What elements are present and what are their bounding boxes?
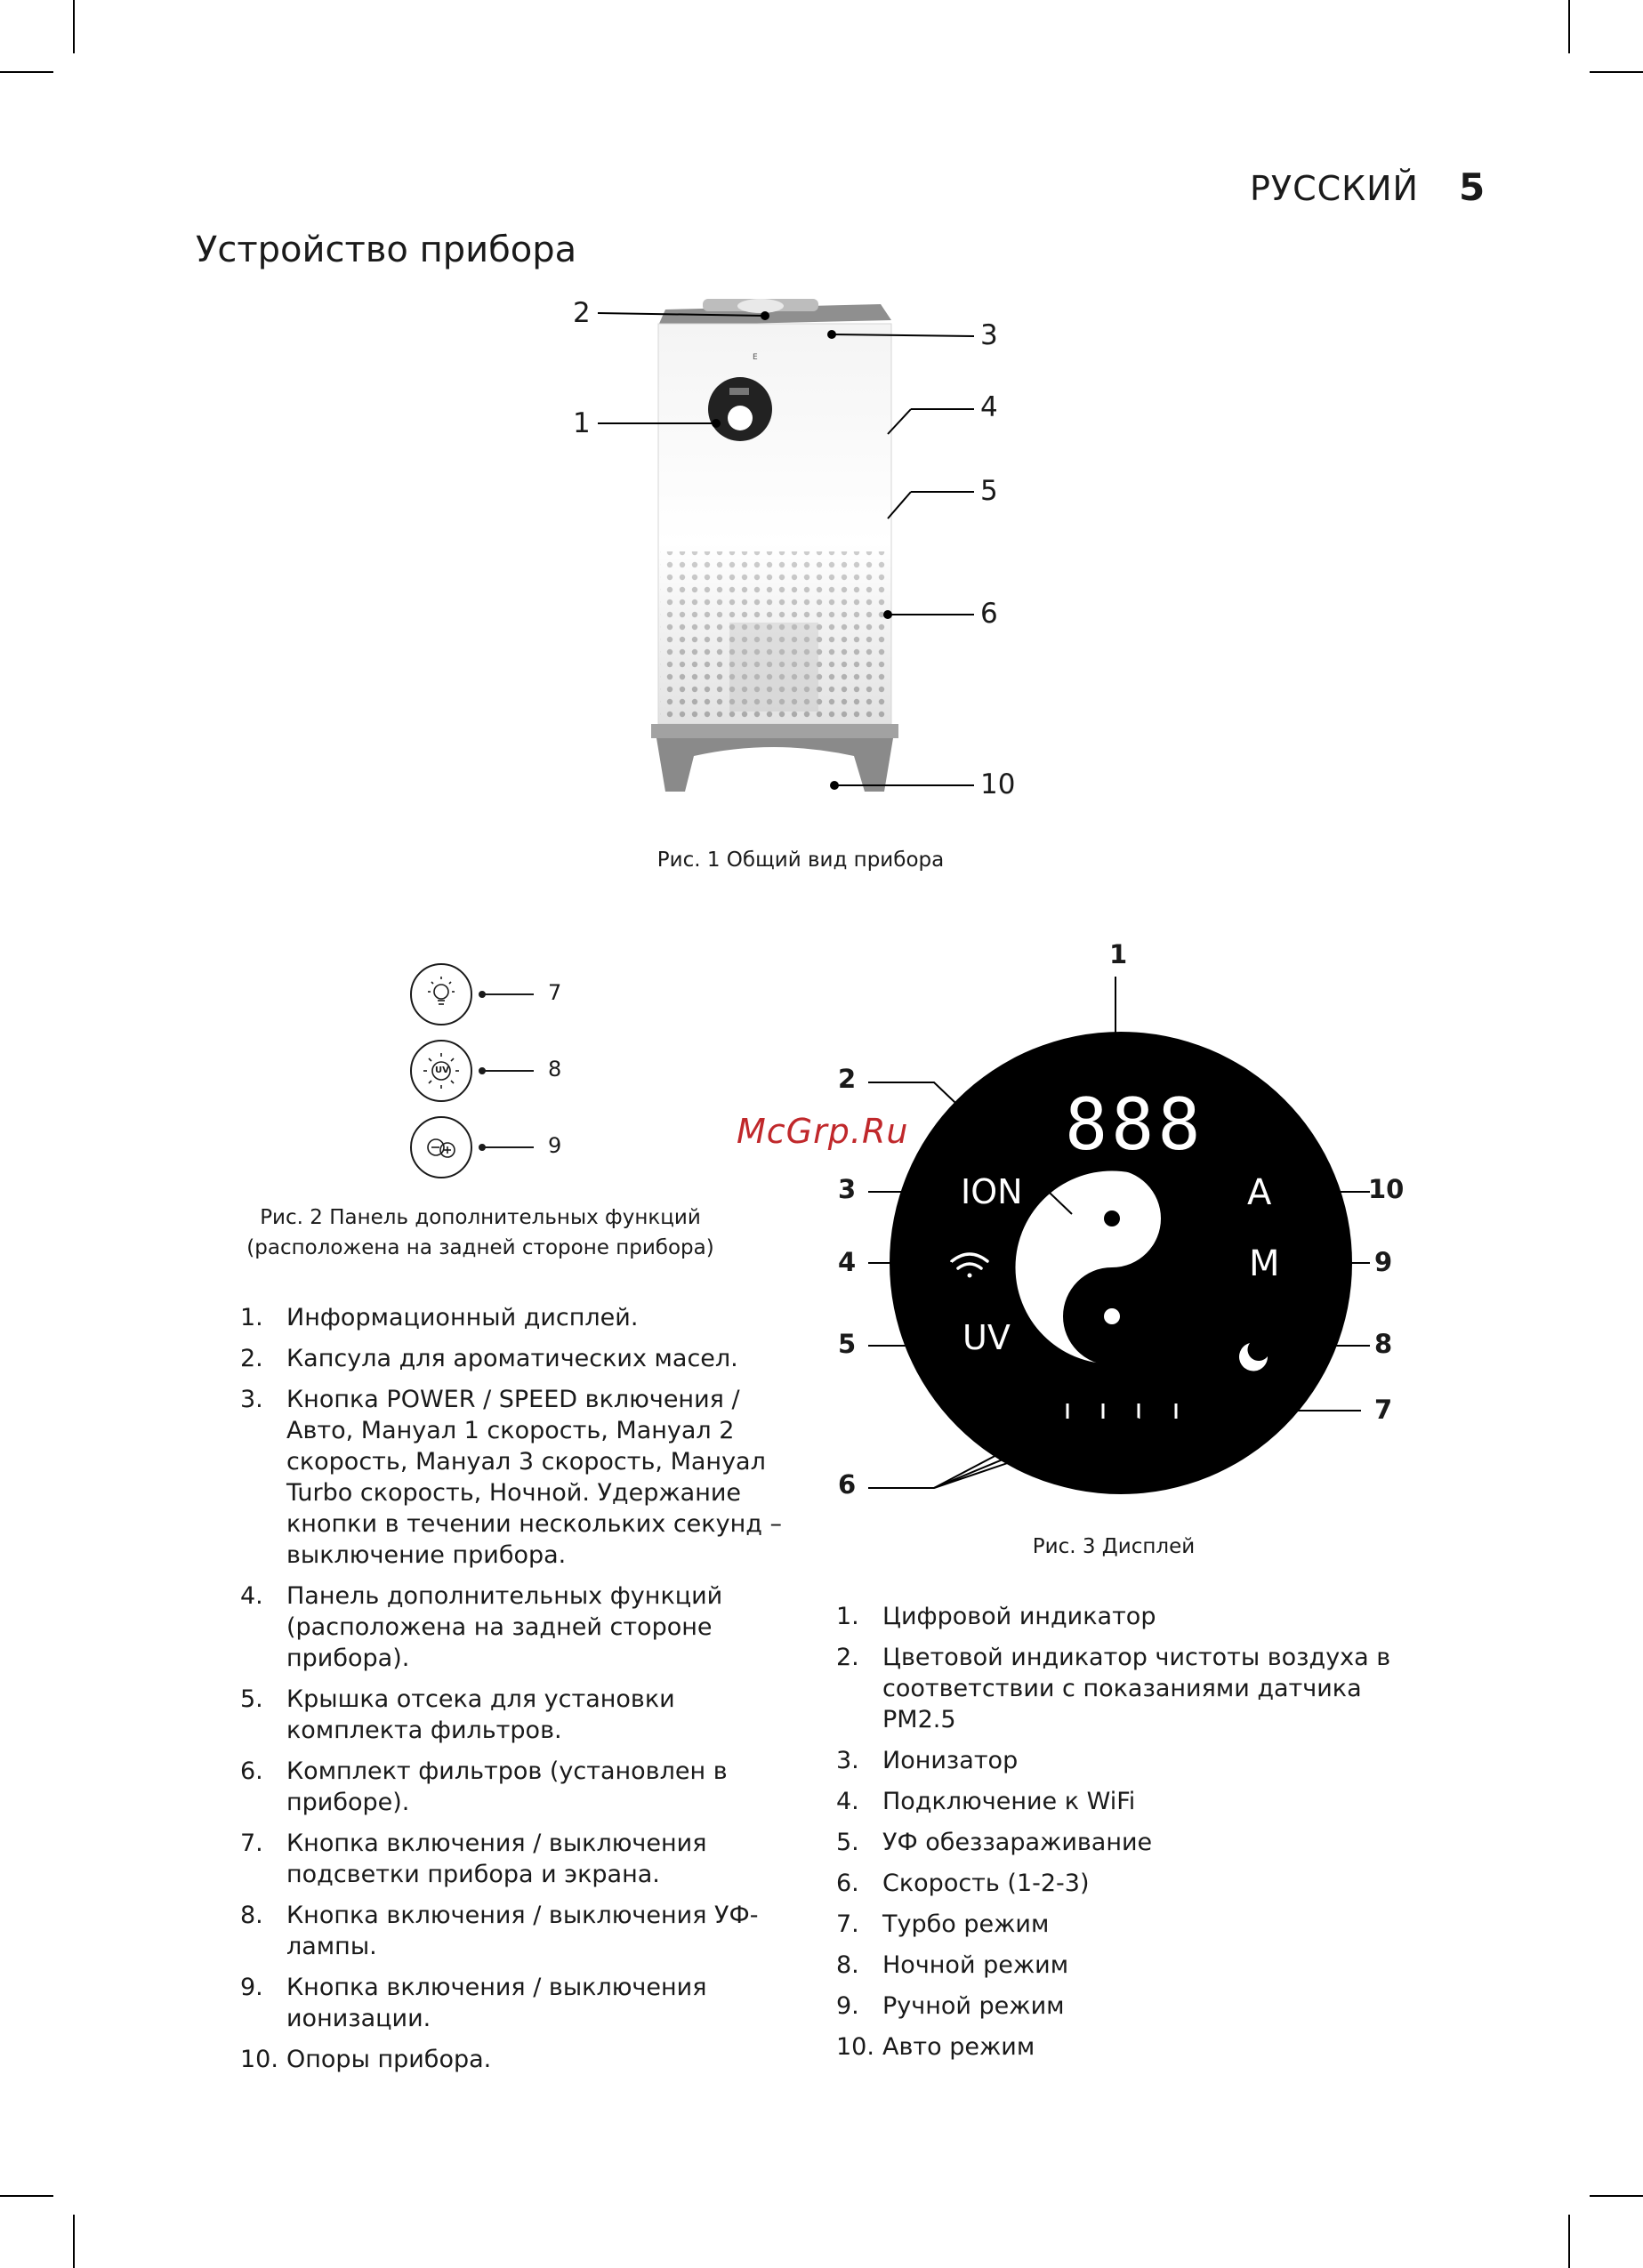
crop-mark	[1568, 2215, 1570, 2268]
fig2-callout-7: 7	[548, 980, 562, 1005]
crop-mark	[1590, 2195, 1643, 2197]
list-item	[240, 1684, 783, 1746]
list-item	[836, 1786, 1405, 1817]
fig1-caption: Рис. 1 Общий вид прибора	[656, 848, 945, 872]
section-title: Устройство прибора	[196, 229, 577, 270]
list-item	[836, 1642, 1405, 1735]
list-item	[836, 1745, 1405, 1776]
display-label-ion: ION	[961, 1172, 1023, 1211]
fig3-callout-10: 10	[1368, 1174, 1405, 1204]
fig1-callout-2: 2	[573, 297, 591, 329]
list-item-number: 6.	[836, 1870, 859, 1897]
list-item	[240, 1972, 783, 2034]
display-label-manual: M	[1249, 1243, 1280, 1284]
fig3-caption: Рис. 3 Дисплей	[1032, 1535, 1196, 1558]
list-item-number: 2.	[836, 1644, 859, 1671]
crop-mark	[0, 2195, 53, 2197]
list-item-text: Ручной режим	[882, 1992, 1065, 2020]
fig1-callout-1: 1	[573, 407, 591, 439]
list-item	[240, 1302, 783, 1333]
list-item	[240, 1756, 783, 1818]
list-item-text: Кнопка включения / выключения УФ-лампы.	[286, 1902, 759, 1960]
list-item-number: 9.	[240, 1974, 263, 2001]
fig3-callout-8: 8	[1374, 1329, 1393, 1359]
list-item-text: Комплект фильтров (установлен в приборе).	[286, 1757, 728, 1816]
list-item	[240, 2044, 783, 2075]
list-item-number: 5.	[836, 1829, 859, 1856]
list-item-number: 3.	[836, 1747, 859, 1774]
crop-mark	[73, 2215, 75, 2268]
list-item-number: 9.	[836, 1992, 859, 2020]
list-item-text: Кнопка включения / выключения подсветки прибора и экрана.	[286, 1830, 707, 1888]
list-item-number: 1.	[836, 1603, 859, 1630]
fig3-callout-6: 6	[838, 1469, 857, 1500]
list-item-number: 7.	[240, 1830, 263, 1857]
list-item	[836, 1601, 1405, 1632]
display-legend-list	[836, 1601, 1405, 2072]
list-item-number: 1.	[240, 1304, 263, 1331]
fig2-callout-9: 9	[548, 1133, 562, 1158]
list-item-text: Скорость (1-2-3)	[882, 1870, 1090, 1897]
list-item-number: 7.	[836, 1910, 859, 1938]
page-number: 5	[1459, 165, 1486, 209]
fig3-callout-7: 7	[1374, 1395, 1393, 1425]
list-item-number: 2.	[240, 1345, 263, 1372]
list-item-number: 10.	[240, 2046, 278, 2073]
fig1-callout-5: 5	[980, 475, 998, 507]
list-item-text: Авто режим	[882, 2033, 1035, 2061]
fig2-caption-line2: (расположена на задней стороне прибора)	[246, 1236, 714, 1259]
fig2-callout-8: 8	[548, 1057, 562, 1082]
list-item-text: Турбо режим	[882, 1910, 1050, 1938]
list-item	[836, 2031, 1405, 2063]
list-item	[240, 1384, 783, 1571]
list-item-text: Ночной режим	[882, 1951, 1069, 1979]
fig1-callout-6: 6	[980, 598, 998, 630]
fig3-callout-1: 1	[1109, 939, 1128, 969]
list-item-number: 6.	[240, 1757, 263, 1785]
uv-icon-text: UV	[435, 1066, 449, 1075]
fig3-callout-5: 5	[838, 1329, 857, 1359]
list-item-text: Опоры прибора.	[286, 2046, 492, 2073]
list-item	[836, 1827, 1405, 1858]
display-label-auto: A	[1247, 1172, 1272, 1213]
fig3-callout-4: 4	[838, 1247, 857, 1277]
list-item-number: 4.	[240, 1582, 263, 1610]
component-list	[240, 1302, 783, 2085]
list-item-text: Подключение к WiFi	[882, 1788, 1136, 1815]
fig1-callout-4: 4	[980, 391, 998, 423]
list-item-number: 8.	[240, 1902, 263, 1929]
list-item-text: Цифровой индикатор	[882, 1603, 1156, 1630]
list-item-text: Капсула для ароматических масел.	[286, 1345, 738, 1372]
fig2-caption-line1: Рис. 2 Панель дополнительных функций	[260, 1206, 701, 1229]
list-item-text: Кнопка включения / выключения ионизации.	[286, 1974, 707, 2032]
display-label-uv: UV	[962, 1318, 1011, 1357]
list-item-text: Цветовой индикатор чистоты воздуха в соответствии с показаниями датчика PM2.5	[882, 1644, 1391, 1733]
watermark: McGrp.Ru	[737, 1112, 909, 1151]
list-item	[836, 1991, 1405, 2022]
list-item	[836, 1868, 1405, 1899]
header-language: РУССКИЙ	[1250, 169, 1419, 208]
list-item	[240, 1828, 783, 1890]
list-item-text: Кнопка POWER / SPEED включения / Авто, Мануал 1 скорость, Мануал 2 скорость, Мануал 3 скорость, Мануал Turbo скорость, Ночной. Удержание кнопки в течении нескольких секунд – выключение прибора.	[286, 1386, 782, 1569]
list-item	[836, 1950, 1405, 1981]
list-item-number: 5.	[240, 1685, 263, 1713]
list-item-number: 3.	[240, 1386, 263, 1413]
display-digits: 888	[1065, 1083, 1204, 1166]
list-item-number: 4.	[836, 1788, 859, 1815]
list-item	[240, 1343, 783, 1374]
list-item	[240, 1580, 783, 1674]
fig3-callout-2: 2	[838, 1064, 857, 1094]
svg-text:E: E	[753, 353, 758, 362]
fig3-callout-3: 3	[838, 1174, 857, 1204]
fig1-callout-10: 10	[980, 768, 1016, 800]
list-item	[836, 1909, 1405, 1940]
list-item-text: Ионизатор	[882, 1747, 1019, 1774]
list-item-text: Информационный дисплей.	[286, 1304, 639, 1331]
list-item-text: УФ обеззараживание	[882, 1829, 1153, 1856]
list-item	[240, 1900, 783, 1962]
fig3-callout-9: 9	[1374, 1247, 1393, 1277]
list-item-number: 10.	[836, 2033, 874, 2061]
fig1-callout-3: 3	[980, 319, 998, 351]
list-item-number: 8.	[836, 1951, 859, 1979]
list-item-text: Крышка отсека для установки комплекта фильтров.	[286, 1685, 675, 1744]
list-item-text: Панель дополнительных функций (расположена на задней стороне прибора).	[286, 1582, 723, 1672]
